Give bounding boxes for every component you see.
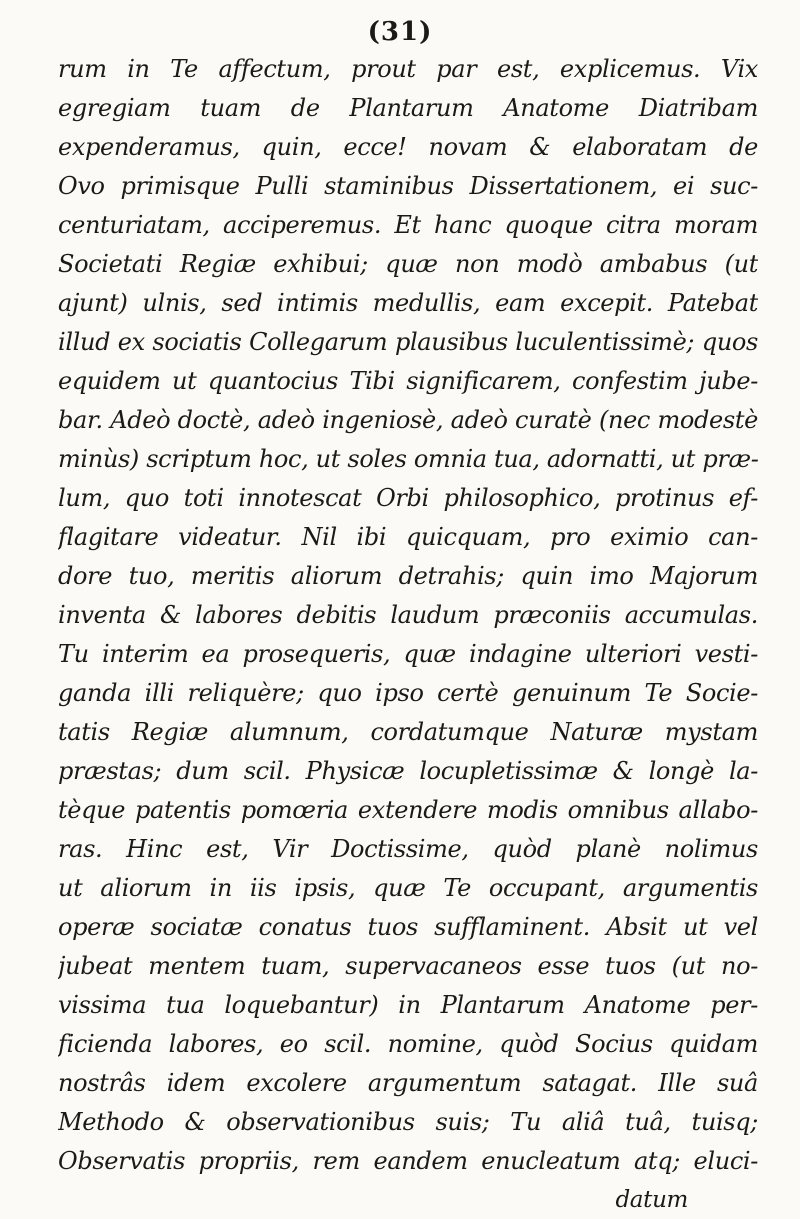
text-line: expenderamus, quin, ecce! novam & elaboratam de (58, 133, 758, 161)
text-line: Ovo primisque Pulli staminibus Dissertationem, ei suc- (58, 172, 758, 200)
text-line: inventa & labores debitis laudum præconiis accumulas. (58, 601, 758, 629)
text-line: lum, quo toti innotescat Orbi philosophico, protinus ef- (58, 484, 758, 512)
text-line: equidem ut quantocius Tibi significarem, confestim jube- (58, 367, 758, 395)
text-line: dore tuo, meritis aliorum detrahis; quin imo Majorum (58, 562, 758, 590)
text-line: illud ex sociatis Collegarum plausibus luculentissimè; quos (58, 328, 758, 356)
text-line: egregiam tuam de Plantarum Anatome Diatribam (58, 94, 758, 122)
body-text (58, 50, 758, 1219)
text-line: Societati Regiæ exhibui; quæ non modò ambabus (ut (58, 250, 758, 278)
text-line: flagitare videatur. Nil ibi quicquam, pro eximio can- (58, 523, 758, 551)
text-line: tèque patentis pomœria extendere modis omnibus allabo- (58, 796, 758, 824)
text-line: centuriatam, acciperemus. Et hanc quoque citra moram (58, 211, 758, 239)
text-line: ajunt) ulnis, sed intimis medullis, eam excepit. Patebat (58, 289, 758, 317)
text-line: tatis Regiæ alumnum, cordatumque Naturæ mystam (58, 718, 758, 746)
text-line: Observatis propriis, rem eandem enucleatum atq; eluci- (58, 1147, 758, 1175)
text-line: Methodo & observationibus suis; Tu aliâ tuâ, tuisq; (58, 1108, 758, 1136)
text-line: rum in Te affectum, prout par est, explicemus. Vix (58, 55, 758, 83)
text-line: bar. Adeò doctè, adeò ingeniosè, adeò curatè (nec modestè (58, 406, 758, 434)
text-line: ganda illi reliquère; quo ipso certè genuinum Te Socie- (58, 679, 758, 707)
text-line: præstas; dum scil. Physicæ locupletissimæ & longè la- (58, 757, 758, 785)
text-line: jubeat mentem tuam, supervacaneos esse tuos (ut no- (58, 952, 758, 980)
text-line: ut aliorum in iis ipsis, quæ Te occupant, argumentis (58, 874, 758, 902)
text-line: ficienda labores, eo scil. nomine, quòd Socius quidam (58, 1030, 758, 1058)
text-line: operæ sociatæ conatus tuos sufflaminent. Absit ut vel (58, 913, 758, 941)
text-line: datum (615, 1187, 688, 1213)
text-line: Tu interim ea prosequeris, quæ indagine ulteriori vesti- (58, 640, 758, 668)
text-line: ras. Hinc est, Vir Doctissime, quòd planè nolimus (58, 835, 758, 863)
text-line: vissima tua loquebantur) in Plantarum Anatome per- (58, 991, 758, 1019)
text-line: minùs) scriptum hoc, ut soles omnia tua, adornatti, ut præ- (58, 445, 758, 473)
text-line: nostrâs idem excolere argumentum satagat. Ille suâ (58, 1069, 758, 1097)
page-number: (31) (367, 17, 433, 47)
